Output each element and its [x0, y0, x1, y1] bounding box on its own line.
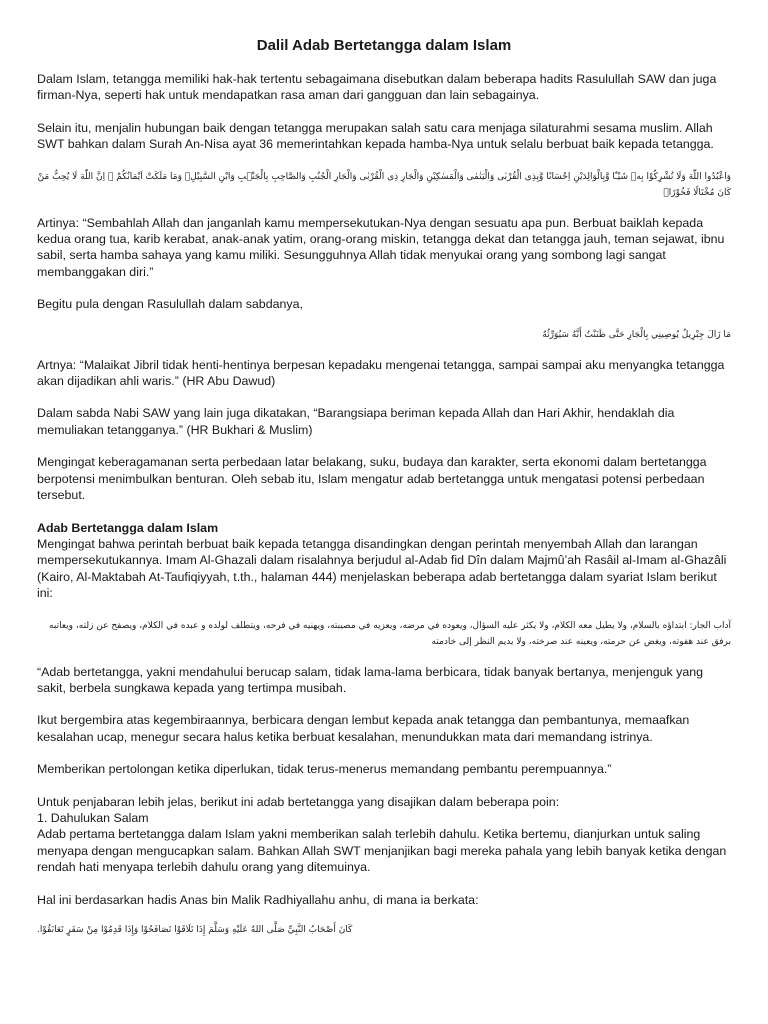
arabic-adab-al-jar: آداب الجار: ابتداؤه بالسلام، ولا يطيل معه الكلام، ولا يكثر عليه السؤال، ويعوده في مرضه، ويعزيه في مصيبته، ويهنيه في فرحه، ويتطلف لولده و عبده في الكلام، ويصفح عن زلته، ويعاتبه برفق عند هفوته، ويغض عن حرمته، ويعينه عند صرخته، ولا يديم النظر إلى خادمته: [49, 620, 731, 647]
list-item-dahulukan-salam: 1. Dahulukan Salam: [37, 810, 149, 825]
paragraph-adab-translation-3: Memberikan pertolongan ketika diperlukan, tidak terus-menerus memandang pembantu perempuannya.”: [37, 762, 612, 777]
arabic-verse-an-nisa: وَاعْبُدُوا اللّٰهَ وَلَا تُشْرِكُوْا بِهٖ شَيْـًٔا وَّبِالْوَالِدَيْنِ اِحْسَانًا وَّبِذِى الْقُرْبٰى وَالْيَتٰمٰى وَالْمَسٰكِيْنِ وَالْجَارِ ذِى الْقُرْبٰى وَالْجَارِ الْجُنُبِ وَالصَّاحِبِ بِالْجَنْۢبِ وَابْنِ السَّبِيْلِۙ وَمَا مَلَكَتْ اَيْمَانُكُمْ ۗ اِنَّ اللّٰهَ لَا يُحِبُّ مَنْ كَانَ مُخْتَالًا فَخُوْرًاۙ: [37, 171, 731, 198]
paragraph-adab-translation-1: “Adab bertetangga, yakni mendahului berucap salam, tidak lama-lama berbicara, tidak banyak bertanya, menjenguk yang sakit, berbela sungkawa kepada yang tertimpa musibah.: [37, 664, 704, 695]
paragraph-salam-explanation: Adab pertama bertetangga dalam Islam yakni memberikan salah terlebih dahulu. Ketika bertemu, dianjurkan untuk saling menyapa dengan mengucapkan salam. Bahkan Allah SWT menjanjikan bagi mereka pahala yang lebih banyak ketika dengan rendah hati menyapa terlebih dahulu orang yang ditemuinya.: [37, 827, 727, 875]
arabic-hadith-anas: كَانَ أَصْحَابُ النَّبِيِّ صَلَّى اللهُ عَلَيْهِ وَسَلَّمَ إِذَا تَلَاقَوْا تَصَافَحُوْا وَإِذَا قَدِمُوْا مِنْ سَفَرٍ تَعَانَقُوْا.: [37, 925, 353, 935]
paragraph-intro: Dalam Islam, tetangga memiliki hak-hak tertentu sebagaimana disebutkan dalam beberapa hadits Rasulullah SAW dan juga firman-Nya, seperti hak untuk mendapatkan rasa aman dari gangguan dan lain sebagainya.: [37, 72, 717, 103]
paragraph-verse-translation: Artinya: “Sembahlah Allah dan janganlah kamu mempersekutukan-Nya dengan sesuatu apa pun. Berbuat baiklah kepada kedua orang tua, karib kerabat, anak-anak yatim, orang-orang miskin, tetangga dekat dan tetangga jauh, teman sejawat, ibnu sabil, serta hamba sahaya yang kamu miliki. Sesungguhnya Allah tidak menyukai orang yang sombong lagi sangat membanggakan diri.”: [37, 215, 725, 279]
paragraph-silaturahmi: Selain itu, menjalin hubungan baik dengan tetangga merupakan salah satu cara menjaga silaturahmi sesama muslim. Allah SWT bahkan dalam Surah An-Nisa ayat 36 memerintahkan kepada hamba-Nya untuk selalu berbuat baik kepada tetangga.: [37, 120, 714, 152]
document-page: [37, 36, 731, 938]
section-heading-adab: Adab Bertetangga dalam Islam: [37, 520, 219, 535]
paragraph-points-intro: Untuk penjabaran lebih jelas, berikut ini adab bertetangga yang disajikan dalam beberapa poin:: [37, 794, 560, 809]
paragraph-adab-translation-2: Ikut bergembira atas kegembiraannya, berbicara dengan lembut kepada anak tetangga dan pembantunya, memaafkan kesalahan ucap, menegur secara halus ketika berbuat kesalahan, menundukkan mata dari memandang istrinya.: [37, 713, 690, 744]
document-title: Dalil Adab Bertetangga dalam Islam: [256, 37, 512, 54]
paragraph-anas-hadith-intro: Hal ini berdasarkan hadis Anas bin Malik Radhiyallahu anhu, di mana ia berkata:: [37, 892, 479, 907]
paragraph-hadith-bukhari: Dalam sabda Nabi SAW yang lain juga dikatakan, “Barangsiapa beriman kepada Allah dan Hari Akhir, hendaklah dia memuliakan tetangganya.” (HR Bukhari & Muslim): [37, 406, 675, 437]
paragraph-al-ghazali: Mengingat bahwa perintah berbuat baik kepada tetangga disandingkan dengan perintah menyembah Allah dan larangan mempersekutukannya. Imam Al-Ghazali dalam risalahnya berjudul al-Adab fid Dîn dalam Majmû’ah Rasâil al-Imam al-Ghazâli (Kairo, Al-Maktabah At-Taufiqiyyah, t.th., halaman 444) menjelaskan beberapa adab bertetangga dalam syariat Islam berikut ini:: [37, 536, 727, 601]
paragraph-hadith-translation: Artnya: “Malaikat Jibril tidak henti-hentinya berpesan kepadaku mengenai tetangga, sampai sampai aku menyangka tetangga akan dijadikan ahli waris.” (HR Abu Dawud): [37, 357, 725, 389]
arabic-hadith-jibril: مَا زَالَ جِبْرِيلُ يُوصِينِي بِالْجَارِ حَتَّى ظَنَنْتُ أَنَّهُ سَيُوَرِّثُهُ: [542, 329, 731, 340]
paragraph-diversity: Mengingat keberagamanan serta perbedaan latar belakang, suku, budaya dan karakter, serta ekonomi dalam bertetangga berpotensi menimbulkan benturan. Oleh sebab itu, Islam mengatur adab bertetangga untuk mengatasi potensi perbedaan tersebut.: [37, 455, 707, 503]
paragraph-sabda-intro: Begitu pula dengan Rasulullah dalam sabdanya,: [37, 297, 303, 312]
